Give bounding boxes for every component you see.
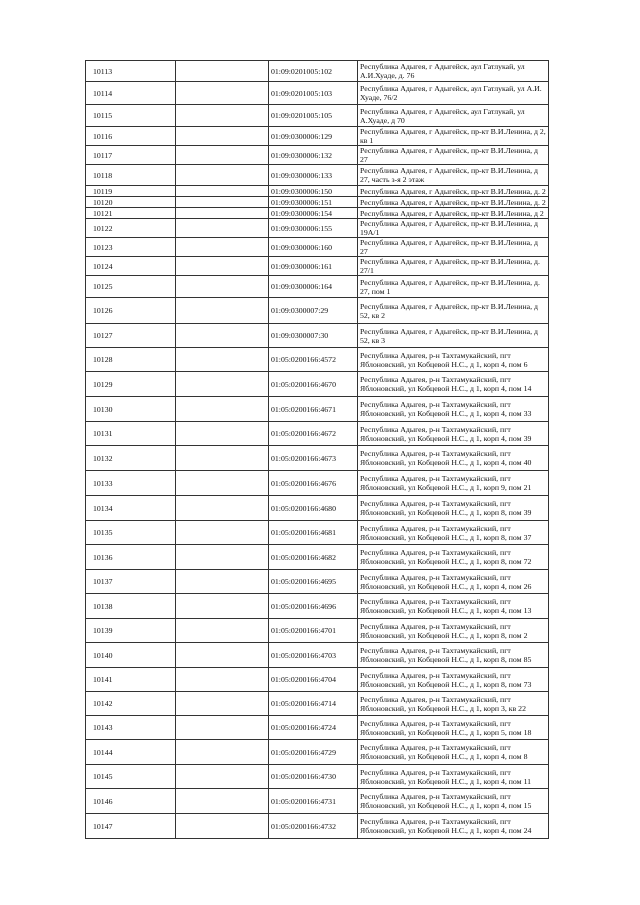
table-row	[86, 257, 549, 276]
row-number-cell: 10144	[86, 740, 176, 765]
empty-cell	[176, 765, 269, 789]
row-number-cell: 10141	[86, 668, 176, 692]
cadastral-number-cell: 01:09:0300006:150	[269, 186, 358, 197]
address-cell: Республика Адыгея, г Адыгейск, аул Гатлукай, ул А.И. Хуаде, 76/2	[358, 82, 549, 105]
row-number-cell: 10125	[86, 276, 176, 298]
cadastral-number-cell: 01:05:0200166:4695	[269, 570, 358, 594]
address-cell: Республика Адыгея, г Адыгейск, пр-кт В.И.Ленина, д 52, кв 2	[358, 298, 549, 324]
address-cell: Республика Адыгея, г Адыгейск, пр-кт В.И.Ленина, д 27	[358, 146, 549, 165]
table-row	[86, 298, 549, 324]
table-row	[86, 146, 549, 165]
table-row	[86, 324, 549, 348]
cadastral-number-cell: 01:05:0200166:4680	[269, 496, 358, 521]
empty-cell	[176, 348, 269, 372]
cadastral-number-cell: 01:05:0200166:4681	[269, 521, 358, 545]
empty-cell	[176, 471, 269, 496]
cadastral-number-cell: 01:05:0200166:4676	[269, 471, 358, 496]
address-cell: Республика Адыгея, г Адыгейск, пр-кт В.И.Ленина, д. 2	[358, 197, 549, 208]
row-number-cell: 10116	[86, 127, 176, 146]
row-number-cell: 10142	[86, 692, 176, 716]
cadastral-number-cell: 01:09:0300006:160	[269, 238, 358, 257]
address-cell: Республика Адыгея, р-н Тахтамукайский, пгт Яблоновский, ул Кобцевой Н.С., д 1, корп 8, пом 73	[358, 668, 549, 692]
row-number-cell: 10138	[86, 594, 176, 619]
address-cell: Республика Адыгея, г Адыгейск, пр-кт В.И.Ленина, д 2	[358, 208, 549, 219]
table-row	[86, 521, 549, 545]
cadastral-number-cell: 01:09:0300006:132	[269, 146, 358, 165]
table-row	[86, 372, 549, 397]
row-number-cell: 10137	[86, 570, 176, 594]
table-row	[86, 789, 549, 814]
address-cell: Республика Адыгея, р-н Тахтамукайский, пгт Яблоновский, ул Кобцевой Н.С., д 1, корп 3, кв 22	[358, 692, 549, 716]
address-cell: Республика Адыгея, р-н Тахтамукайский, пгт Яблоновский, ул Кобцевой Н.С., д 1, корп 4, пом 8	[358, 740, 549, 765]
empty-cell	[176, 324, 269, 348]
cadastral-number-cell: 01:09:0300006:129	[269, 127, 358, 146]
row-number-cell: 10114	[86, 82, 176, 105]
row-number-cell: 10117	[86, 146, 176, 165]
table-row	[86, 814, 549, 839]
address-cell: Республика Адыгея, р-н Тахтамукайский, пгт Яблоновский, ул Кобцевой Н.С., д 1, корп 8, пом 39	[358, 496, 549, 521]
address-cell: Республика Адыгея, р-н Тахтамукайский, пгт Яблоновский, ул Кобцевой Н.С., д 1, корп 4, пом 14	[358, 372, 549, 397]
empty-cell	[176, 668, 269, 692]
cadastral-number-cell: 01:05:0200166:4671	[269, 397, 358, 422]
address-cell: Республика Адыгея, г Адыгейск, пр-кт В.И.Ленина, д 52, кв 3	[358, 324, 549, 348]
empty-cell	[176, 146, 269, 165]
address-cell: Республика Адыгея, р-н Тахтамукайский, пгт Яблоновский, ул Кобцевой Н.С., д 1, корп 4, пом 13	[358, 594, 549, 619]
cadastral-number-cell: 01:05:0200166:4696	[269, 594, 358, 619]
table-row	[86, 496, 549, 521]
table-row	[86, 668, 549, 692]
empty-cell	[176, 570, 269, 594]
empty-cell	[176, 446, 269, 471]
empty-cell	[176, 186, 269, 197]
cadastral-number-cell: 01:09:0300006:161	[269, 257, 358, 276]
address-cell: Республика Адыгея, р-н Тахтамукайский, пгт Яблоновский, ул Кобцевой Н.С., д 1, корп 9, пом 21	[358, 471, 549, 496]
empty-cell	[176, 127, 269, 146]
table-row	[86, 165, 549, 186]
empty-cell	[176, 397, 269, 422]
address-cell: Республика Адыгея, г Адыгейск, пр-кт В.И.Ленина, д. 27/1	[358, 257, 549, 276]
address-cell: Республика Адыгея, р-н Тахтамукайский, пгт Яблоновский, ул Кобцевой Н.С., д 1, корп 8, пом 2	[358, 619, 549, 643]
row-number-cell: 10127	[86, 324, 176, 348]
row-number-cell: 10147	[86, 814, 176, 839]
cadastral-number-cell: 01:05:0200166:4703	[269, 643, 358, 668]
empty-cell	[176, 276, 269, 298]
empty-cell	[176, 789, 269, 814]
cadastral-number-cell: 01:05:0200166:4701	[269, 619, 358, 643]
row-number-cell: 10139	[86, 619, 176, 643]
address-cell: Республика Адыгея, г Адыгейск, аул Гатлукай, ул А.Хуаде, д 70	[358, 105, 549, 127]
row-number-cell: 10132	[86, 446, 176, 471]
empty-cell	[176, 740, 269, 765]
row-number-cell: 10126	[86, 298, 176, 324]
empty-cell	[176, 165, 269, 186]
cadastral-number-cell: 01:05:0200166:4673	[269, 446, 358, 471]
empty-cell	[176, 82, 269, 105]
cadastral-number-cell: 01:05:0200166:4714	[269, 692, 358, 716]
row-number-cell: 10122	[86, 219, 176, 238]
address-cell: Республика Адыгея, г Адыгейск, пр-кт В.И.Ленина, д. 27, пом 1	[358, 276, 549, 298]
table-row	[86, 208, 549, 219]
registry-table-body	[86, 61, 549, 839]
cadastral-number-cell: 01:09:0300007:29	[269, 298, 358, 324]
address-cell: Республика Адыгея, г Адыгейск, аул Гатлукай, ул А.И.Хуаде, д. 76	[358, 61, 549, 82]
cadastral-number-cell: 01:09:0300006:133	[269, 165, 358, 186]
address-cell: Республика Адыгея, р-н Тахтамукайский, пгт Яблоновский, ул Кобцевой Н.С., д 1, корп 4, пом 33	[358, 397, 549, 422]
table-row	[86, 197, 549, 208]
address-cell: Республика Адыгея, р-н Тахтамукайский, пгт Яблоновский, ул Кобцевой Н.С., д 1, корп 4, пом 11	[358, 765, 549, 789]
empty-cell	[176, 197, 269, 208]
empty-cell	[176, 716, 269, 740]
cadastral-number-cell: 01:05:0200166:4724	[269, 716, 358, 740]
table-row	[86, 276, 549, 298]
address-cell: Республика Адыгея, г Адыгейск, пр-кт В.И.Ленина, д 27	[358, 238, 549, 257]
row-number-cell: 10133	[86, 471, 176, 496]
empty-cell	[176, 814, 269, 839]
cadastral-number-cell: 01:05:0200166:4730	[269, 765, 358, 789]
empty-cell	[176, 61, 269, 82]
row-number-cell: 10123	[86, 238, 176, 257]
cadastral-number-cell: 01:09:0300007:30	[269, 324, 358, 348]
address-cell: Республика Адыгея, р-н Тахтамукайский, пгт Яблоновский, ул Кобцевой Н.С., д 1, корп 4, пом 26	[358, 570, 549, 594]
cadastral-number-cell: 01:05:0200166:4572	[269, 348, 358, 372]
table-row	[86, 127, 549, 146]
table-row	[86, 716, 549, 740]
address-cell: Республика Адыгея, р-н Тахтамукайский, пгт Яблоновский, ул Кобцевой Н.С., д 1, корп 8, пом 37	[358, 521, 549, 545]
table-row	[86, 619, 549, 643]
table-row	[86, 82, 549, 105]
address-cell: Республика Адыгея, р-н Тахтамукайский, пгт Яблоновский, ул Кобцевой Н.С., д 1, корп 4, пом 6	[358, 348, 549, 372]
table-row	[86, 545, 549, 570]
empty-cell	[176, 238, 269, 257]
table-row	[86, 692, 549, 716]
row-number-cell: 10121	[86, 208, 176, 219]
empty-cell	[176, 257, 269, 276]
row-number-cell: 10145	[86, 765, 176, 789]
row-number-cell: 10119	[86, 186, 176, 197]
row-number-cell: 10118	[86, 165, 176, 186]
row-number-cell: 10120	[86, 197, 176, 208]
cadastral-number-cell: 01:09:0300006:164	[269, 276, 358, 298]
row-number-cell: 10124	[86, 257, 176, 276]
table-row	[86, 105, 549, 127]
cadastral-number-cell: 01:05:0200166:4672	[269, 422, 358, 446]
empty-cell	[176, 594, 269, 619]
empty-cell	[176, 298, 269, 324]
empty-cell	[176, 619, 269, 643]
address-cell: Республика Адыгея, р-н Тахтамукайский, пгт Яблоновский, ул Кобцевой Н.С., д 1, корп 4, пом 24	[358, 814, 549, 839]
table-row	[86, 570, 549, 594]
table-row	[86, 740, 549, 765]
address-cell: Республика Адыгея, г Адыгейск, пр-кт В.И.Ленина, д 19А/1	[358, 219, 549, 238]
row-number-cell: 10143	[86, 716, 176, 740]
table-row	[86, 643, 549, 668]
cadastral-number-cell: 01:05:0200166:4729	[269, 740, 358, 765]
row-number-cell: 10131	[86, 422, 176, 446]
cadastral-number-cell: 01:05:0200166:4732	[269, 814, 358, 839]
cadastral-number-cell: 01:05:0200166:4682	[269, 545, 358, 570]
address-cell: Республика Адыгея, р-н Тахтамукайский, пгт Яблоновский, ул Кобцевой Н.С., д 1, корп 5, пом 18	[358, 716, 549, 740]
cadastral-number-cell: 01:05:0200166:4704	[269, 668, 358, 692]
registry-table	[85, 60, 549, 839]
empty-cell	[176, 105, 269, 127]
row-number-cell: 10113	[86, 61, 176, 82]
empty-cell	[176, 496, 269, 521]
empty-cell	[176, 208, 269, 219]
empty-cell	[176, 521, 269, 545]
cadastral-number-cell: 01:09:0201005:102	[269, 61, 358, 82]
empty-cell	[176, 692, 269, 716]
table-row	[86, 765, 549, 789]
row-number-cell: 10129	[86, 372, 176, 397]
table-row	[86, 186, 549, 197]
address-cell: Республика Адыгея, р-н Тахтамукайский, пгт Яблоновский, ул Кобцевой Н.С., д 1, корп 4, пом 39	[358, 422, 549, 446]
row-number-cell: 10134	[86, 496, 176, 521]
address-cell: Республика Адыгея, р-н Тахтамукайский, пгт Яблоновский, ул Кобцевой Н.С., д 1, корп 4, пом 15	[358, 789, 549, 814]
cadastral-number-cell: 01:09:0300006:154	[269, 208, 358, 219]
cadastral-number-cell: 01:09:0201005:105	[269, 105, 358, 127]
address-cell: Республика Адыгея, р-н Тахтамукайский, пгт Яблоновский, ул Кобцевой Н.С., д 1, корп 8, пом 72	[358, 545, 549, 570]
table-row	[86, 219, 549, 238]
row-number-cell: 10135	[86, 521, 176, 545]
row-number-cell: 10130	[86, 397, 176, 422]
cadastral-number-cell: 01:09:0201005:103	[269, 82, 358, 105]
address-cell: Республика Адыгея, р-н Тахтамукайский, пгт Яблоновский, ул Кобцевой Н.С., д 1, корп 8, пом 85	[358, 643, 549, 668]
table-row	[86, 471, 549, 496]
table-row	[86, 446, 549, 471]
row-number-cell: 10128	[86, 348, 176, 372]
empty-cell	[176, 422, 269, 446]
cadastral-number-cell: 01:05:0200166:4670	[269, 372, 358, 397]
table-row	[86, 61, 549, 82]
empty-cell	[176, 643, 269, 668]
address-cell: Республика Адыгея, р-н Тахтамукайский, пгт Яблоновский, ул Кобцевой Н.С., д 1, корп 4, пом 40	[358, 446, 549, 471]
cadastral-number-cell: 01:05:0200166:4731	[269, 789, 358, 814]
table-row	[86, 397, 549, 422]
address-cell: Республика Адыгея, г Адыгейск, пр-кт В.И.Ленина, д. 2	[358, 186, 549, 197]
table-row	[86, 594, 549, 619]
table-row	[86, 348, 549, 372]
cadastral-number-cell: 01:09:0300006:151	[269, 197, 358, 208]
row-number-cell: 10140	[86, 643, 176, 668]
empty-cell	[176, 372, 269, 397]
address-cell: Республика Адыгея, г Адыгейск, пр-кт В.И.Ленина, д 2, кв 1	[358, 127, 549, 146]
row-number-cell: 10146	[86, 789, 176, 814]
table-row	[86, 238, 549, 257]
empty-cell	[176, 545, 269, 570]
cadastral-number-cell: 01:09:0300006:155	[269, 219, 358, 238]
address-cell: Республика Адыгея, г Адыгейск, пр-кт В.И.Ленина, д 27, часть з-я 2 этаж	[358, 165, 549, 186]
empty-cell	[176, 219, 269, 238]
table-row	[86, 422, 549, 446]
row-number-cell: 10136	[86, 545, 176, 570]
row-number-cell: 10115	[86, 105, 176, 127]
